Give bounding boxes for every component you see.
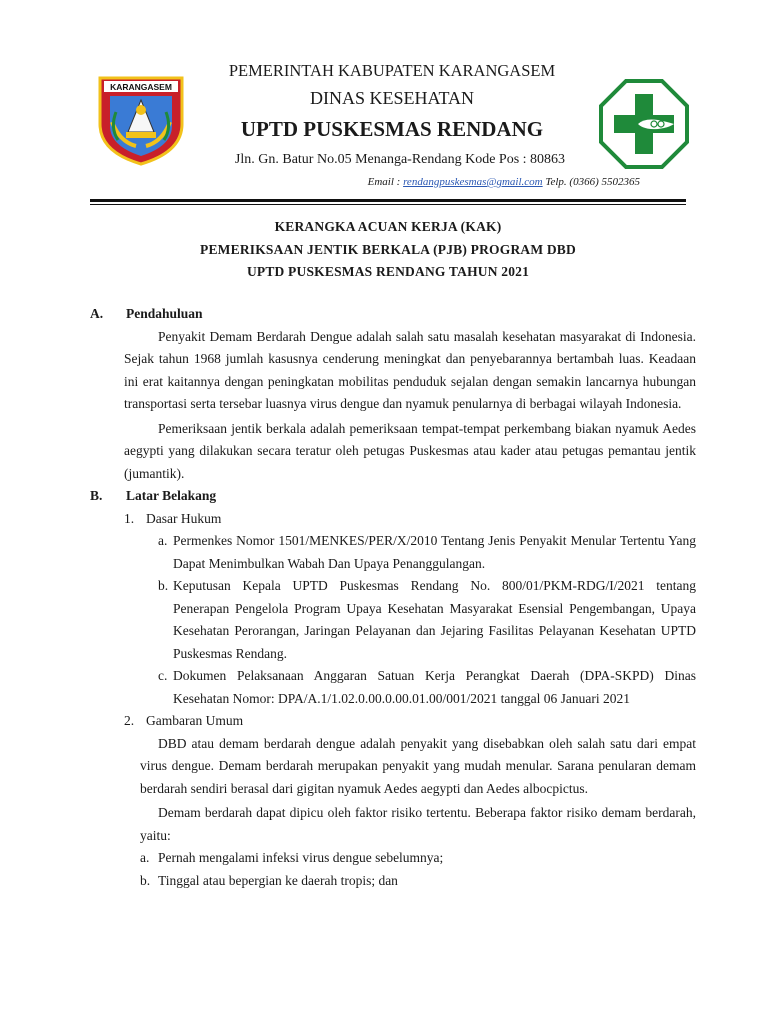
paragraph: DBD atau demam berdarah dengue adalah penyakit yang disebabkan oleh salah satu dari empat virus dengue. Demam berdarah merupakan penyakit yang mudah menular. Sarana penularan demam berdarah sendiri berasal dari gigitan nyamuk Aedes aegypti dan Aedes albocpictus.: [140, 735, 696, 796]
title-line-2: PEMERIKSAAN JENTIK BERKALA (PJB) PROGRAM DBD: [200, 241, 576, 257]
list-marker: a.: [158, 533, 168, 548]
letterhead-address: Jln. Gn. Batur No.05 Menanga-Rendang Kode Pos : 80863: [234, 152, 566, 167]
subsection-title: Gambaran Umum: [146, 713, 244, 728]
email-label: Email :: [367, 176, 404, 188]
list-item: [158, 665, 696, 710]
telephone: Telp. (0366) 5502365: [542, 176, 640, 188]
document-title: [90, 216, 686, 284]
emblem-label: KARANGASEM: [110, 82, 172, 92]
section-number: B.: [90, 488, 103, 503]
subsection-heading: [124, 710, 696, 733]
list-marker: a.: [140, 850, 150, 865]
section-title: Pendahuluan: [126, 306, 203, 321]
karangasem-emblem-icon: [96, 72, 186, 166]
section-number: A.: [90, 306, 104, 321]
subsection-title: Dasar Hukum: [146, 510, 222, 526]
paragraph: Demam berdarah dapat dipicu oleh faktor risiko tertentu. Beberapa faktor risiko demam berdarah, yaitu:: [140, 805, 696, 843]
list-item: [158, 575, 696, 665]
title-line-3: UPTD PUSKESMAS RENDANG TAHUN 2021: [246, 264, 530, 279]
paragraph: Pemeriksaan jentik berkala adalah pemeriksaan tempat-tempat perkembang biakan nyamuk Aedes aegypti yang dilakukan secara teratur oleh petugas Puskesmas atau kader atau petugas pemantau jentik (jumantik).: [124, 420, 696, 481]
subsection-number: 2.: [124, 713, 135, 728]
list-item: [140, 847, 696, 870]
letterhead-department: DINAS KESEHATAN: [309, 88, 475, 108]
list-marker: b.: [140, 872, 151, 888]
section-b-heading: [90, 485, 696, 508]
letterhead: [186, 60, 598, 143]
subsection-number: 1.: [124, 510, 135, 526]
title-line-1: KERANGKA ACUAN KERJA (KAK): [274, 219, 502, 234]
section-a-heading: [90, 303, 696, 326]
list-text: Tinggal atau bepergian ke daerah tropis; dan: [158, 872, 398, 888]
letterhead-rule-thin: [90, 204, 686, 205]
list-item: [140, 870, 696, 893]
letterhead-rule-thick: [90, 199, 686, 202]
list-marker: c.: [158, 668, 168, 683]
subsection-heading: [124, 508, 696, 531]
list-text: Permenkes Nomor 1501/MENKES/PER/X/2010 Tentang Jenis Penyakit Menular Tertentu Yang Dapat Menimbulkan Wabah Dan Upaya Penanggulangan.: [173, 533, 696, 571]
document-body: [90, 303, 696, 892]
list-marker: b.: [158, 578, 169, 593]
email-link[interactable]: rendangpuskesmas@gmail.com: [403, 176, 543, 188]
letterhead-contact: [220, 174, 640, 190]
puskesmas-logo-icon: [598, 78, 690, 170]
paragraph: Penyakit Demam Berdarah Dengue adalah salah satu masalah kesehatan masyarakat di Indonesia. Sejak tahun 1968 jumlah kasusnya cenderung meningkat dan penyebarannya bertambah luas. Keadaan ini erat kaitannya dengan peningkatan mobilitas penduduk sejalan dengan semakin lancarnya hubungan transportasi serta tersebar luasnya virus dengue dan nyamuk penularnya di berbagai wilayah Indonesia.: [124, 328, 696, 411]
list-text: Dokumen Pelaksanaan Anggaran Satuan Kerja Perangkat Daerah (DPA-SKPD) Dinas Kesehatan Nomor: DPA/A.1/1.02.0.00.0.00.01.00/001/2021 tanggal 06 Januari 2021: [173, 668, 696, 706]
list-item: [158, 530, 696, 575]
section-title: Latar Belakang: [126, 488, 217, 503]
list-text: Pernah mengalami infeksi virus dengue sebelumnya;: [158, 850, 444, 865]
letterhead-government: PEMERINTAH KABUPATEN KARANGASEM: [228, 61, 556, 80]
list-text: Keputusan Kepala UPTD Puskesmas Rendang No. 800/01/PKM-RDG/I/2021 tentang Penerapan Pengelola Program Upaya Kesehatan Masyarakat Esensial Pengembangan, Upaya Kesehatan Perorangan, Jaringan Pelayanan dan Jejaring Fasilitas Pelayanan Kesehatan UPTD Puskesmas Rendang.: [173, 578, 696, 661]
letterhead-institution: UPTD PUSKESMAS RENDANG: [240, 117, 544, 141]
